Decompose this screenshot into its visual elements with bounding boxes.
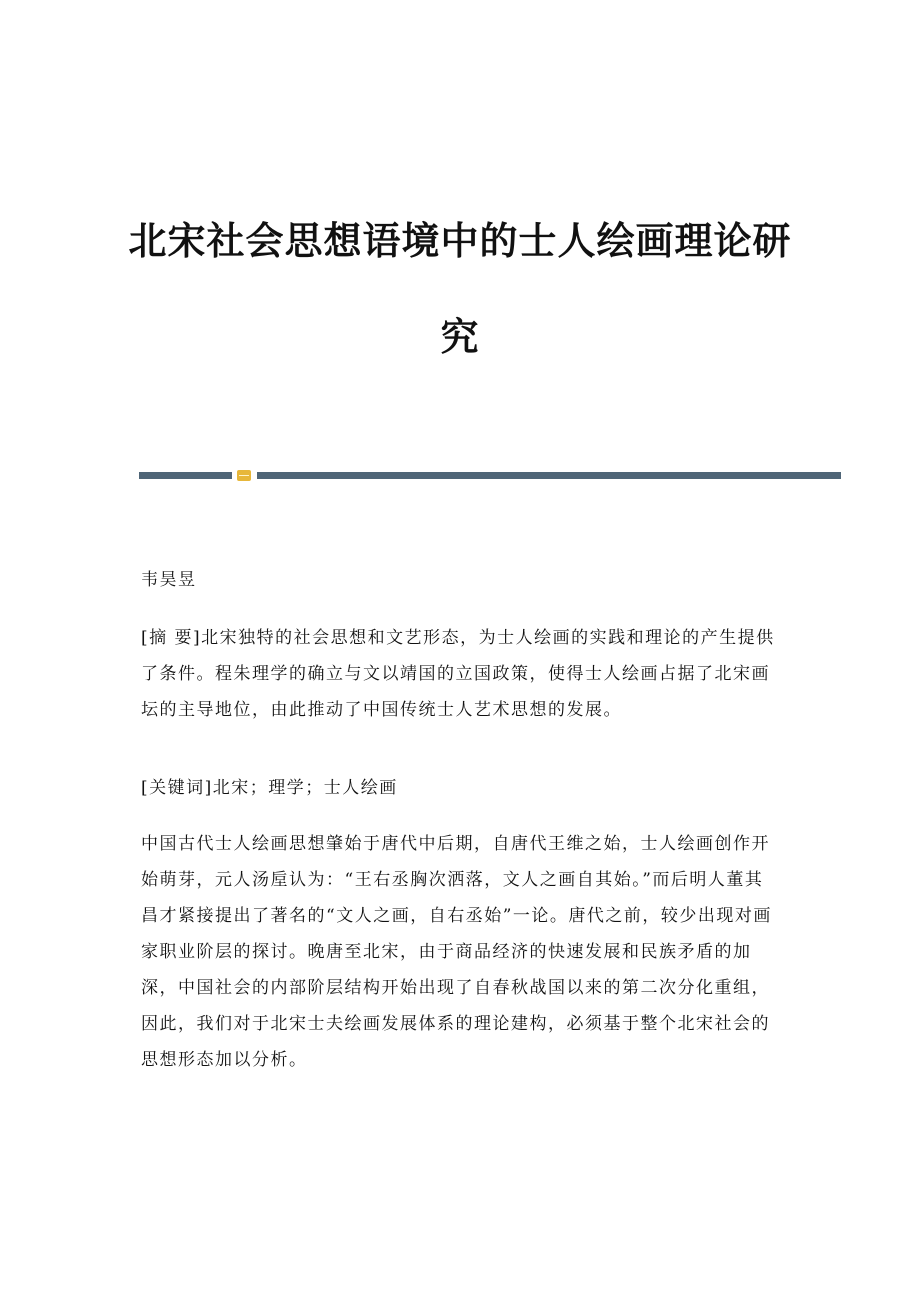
divider-ornament-icon — [237, 470, 251, 481]
document-title-line-2: 究 — [440, 314, 480, 359]
author-name: 韦昊昱 — [141, 570, 197, 590]
divider-bar-left — [139, 472, 232, 479]
abstract-paragraph: [摘 要]北宋独特的社会思想和文艺形态，为士人绘画的实践和理论的产生提供了条件。程朱理学的确立与文以靖国的立国政策，使得士人绘画占据了北宋画坛的主导地位，由此推动了中国传统士人艺术思想的发展。 — [141, 628, 775, 720]
body-paragraph: 中国古代士人绘画思想肇始于唐代中后期，自唐代王维之始，士人绘画创作开始萌芽，元人汤垕认为：“王右丞胸次洒落，文人之画自其始。”而后明人董其昌才紧接提出了著名的“文人之画，自右丞始”一论。唐代之前，较少出现对画家职业阶层的探讨。晚唐至北宋，由于商品经济的快速发展和民族矛盾的加深，中国社会的内部阶层结构开始出现了自春秋战国以来的第二次分化重组，因此，我们对于北宋士夫绘画发展体系的理论建构，必须基于整个北宋社会的思想形态加以分析。 — [141, 834, 772, 1070]
title-divider — [139, 470, 841, 480]
keywords-line: [关键词]北宋；理学；士人绘画 — [141, 778, 398, 798]
document-title-line-1: 北宋社会思想语境中的士人绘画理论研 — [128, 218, 792, 263]
divider-bar-right — [257, 472, 841, 479]
